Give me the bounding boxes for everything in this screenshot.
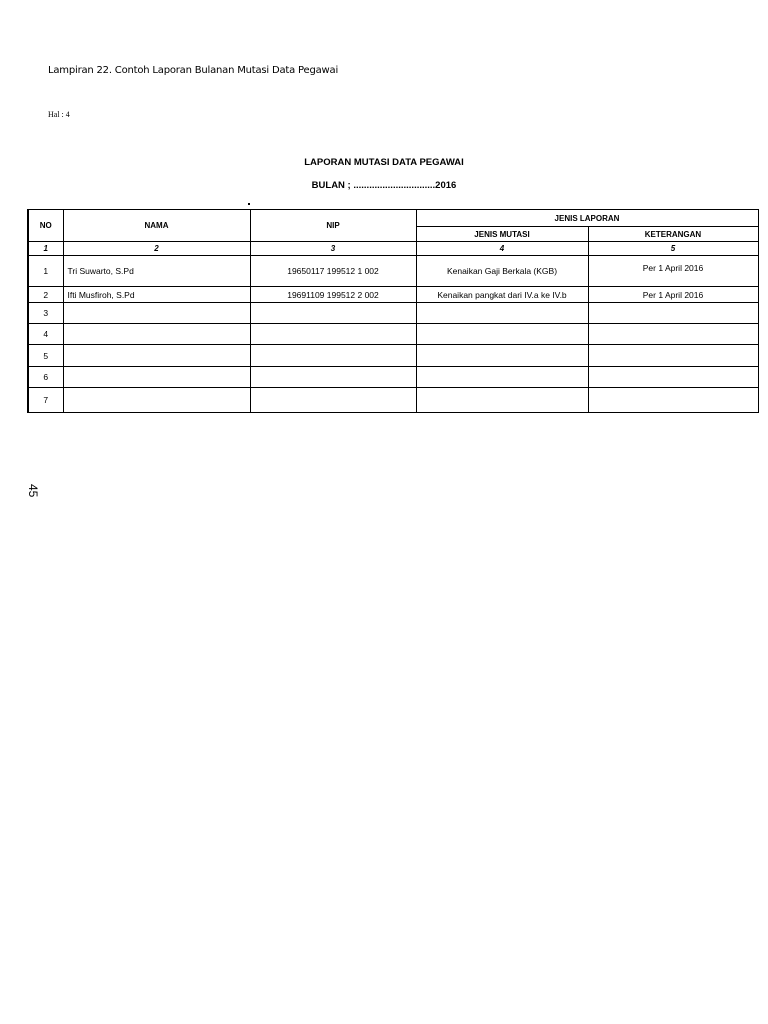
table-row bbox=[28, 287, 758, 303]
table-row bbox=[28, 303, 758, 324]
cell-jenis-mutasi bbox=[416, 324, 588, 345]
report-month: BULAN ; ...............................2016 bbox=[311, 180, 457, 191]
cell-no: 5 bbox=[28, 345, 63, 367]
cell-nama: Tri Suwarto, S.Pd bbox=[63, 256, 250, 287]
header-keterangan: KETERANGAN bbox=[588, 227, 758, 242]
table-header-row bbox=[28, 210, 758, 227]
column-number-row bbox=[28, 242, 758, 256]
cell-keterangan: Per 1 April 2016 bbox=[588, 256, 758, 287]
cell-keterangan bbox=[588, 324, 758, 345]
page-label: Hal : 4 bbox=[48, 110, 70, 119]
column-number: 5 bbox=[588, 242, 758, 256]
cell-jenis-mutasi bbox=[416, 388, 588, 413]
lampiran-caption: Lampiran 22. Contoh Laporan Bulanan Mutasi Data Pegawai bbox=[48, 65, 339, 76]
cell-no: 6 bbox=[28, 367, 63, 388]
cell-keterangan bbox=[588, 367, 758, 388]
cell-nip bbox=[250, 388, 416, 413]
column-number: 3 bbox=[250, 242, 416, 256]
cell-no: 3 bbox=[28, 303, 63, 324]
cell-keterangan: Per 1 April 2016 bbox=[588, 287, 758, 303]
cell-keterangan bbox=[588, 345, 758, 367]
table-row bbox=[28, 256, 758, 287]
cell-no: 2 bbox=[28, 287, 63, 303]
cell-nama bbox=[63, 388, 250, 413]
cell-jenis-mutasi bbox=[416, 345, 588, 367]
cell-nama bbox=[63, 345, 250, 367]
header-jenis-mutasi: JENIS MUTASI bbox=[416, 227, 588, 242]
cell-jenis-mutasi: Kenaikan Gaji Berkala (KGB) bbox=[416, 256, 588, 287]
cell-jenis-mutasi: Kenaikan pangkat dari IV.a ke IV.b bbox=[416, 287, 588, 303]
header-jenis-laporan: JENIS LAPORAN bbox=[416, 210, 758, 227]
table-row bbox=[28, 388, 758, 413]
page-number: 45 bbox=[26, 484, 40, 498]
cell-no: 7 bbox=[28, 388, 63, 413]
cell-keterangan bbox=[588, 388, 758, 413]
column-number: 4 bbox=[416, 242, 588, 256]
header-nip: NIP bbox=[250, 210, 416, 242]
table-row bbox=[28, 324, 758, 345]
stray-dot bbox=[248, 203, 250, 205]
table-row bbox=[28, 367, 758, 388]
cell-nip: 19650117 199512 1 002 bbox=[250, 256, 416, 287]
cell-no: 1 bbox=[28, 256, 63, 287]
table-row bbox=[28, 345, 758, 367]
column-number: 2 bbox=[63, 242, 250, 256]
cell-jenis-mutasi bbox=[416, 303, 588, 324]
cell-nip bbox=[250, 367, 416, 388]
cell-jenis-mutasi bbox=[416, 367, 588, 388]
cell-nip bbox=[250, 324, 416, 345]
cell-nip bbox=[250, 303, 416, 324]
header-no: NO bbox=[28, 210, 63, 242]
cell-nip: 19691109 199512 2 002 bbox=[250, 287, 416, 303]
cell-nama bbox=[63, 303, 250, 324]
mutasi-table bbox=[27, 209, 759, 413]
header-nama: NAMA bbox=[63, 210, 250, 242]
cell-keterangan bbox=[588, 303, 758, 324]
cell-nip bbox=[250, 345, 416, 367]
cell-nama bbox=[63, 367, 250, 388]
column-number: 1 bbox=[28, 242, 63, 256]
cell-nama: Ifti Musfiroh, S.Pd bbox=[63, 287, 250, 303]
report-title: LAPORAN MUTASI DATA PEGAWAI bbox=[304, 157, 464, 168]
cell-no: 4 bbox=[28, 324, 63, 345]
cell-nama bbox=[63, 324, 250, 345]
